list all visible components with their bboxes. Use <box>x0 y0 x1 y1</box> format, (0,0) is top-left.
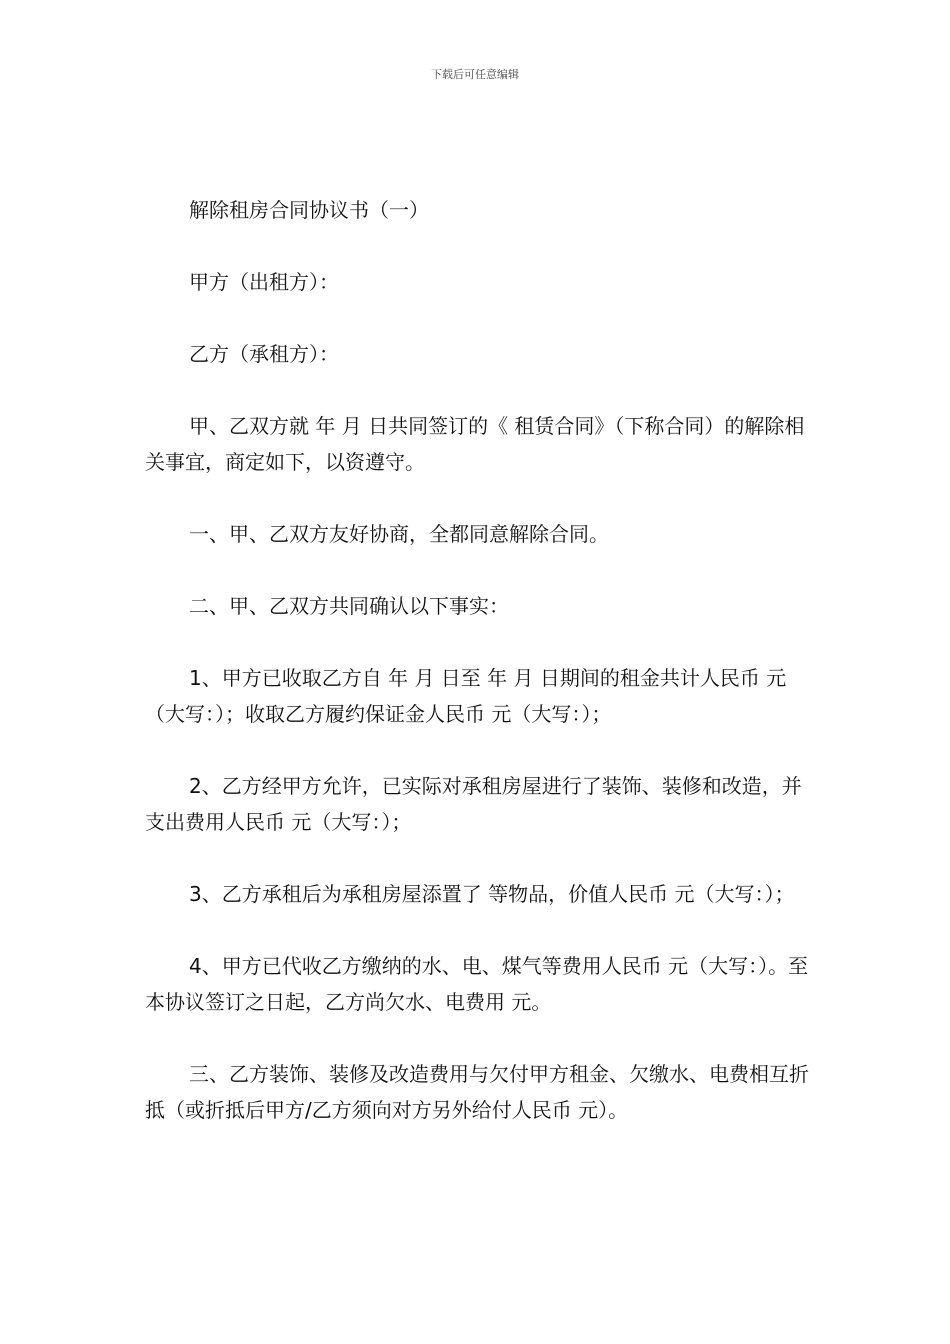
intro-paragraph: 甲、乙双方就 年 月 日共同签订的《 租赁合同》（下称合同）的解除相关事宜，商定如下，以资遵守。 <box>145 414 805 474</box>
fact-3: 3、乙方承租后为承租房屋添置了 等物品，价值人民币 元（大写：）； <box>189 882 795 906</box>
party-b-line: 乙方（承租方）： <box>189 342 339 366</box>
fact-1: 1、甲方已收取乙方自 年 月 日至 年 月 日期间的租金共计人民币 元（大写：）；收取乙方履约保证金人民币 元（大写：）； <box>145 666 787 726</box>
clause-2: 二、甲、乙双方共同确认以下事实： <box>189 594 509 618</box>
document-body <box>145 192 809 1128</box>
party-a-line: 甲方（出租方）： <box>189 270 339 294</box>
page-header-note: 下载后可任意编辑 <box>431 68 519 81</box>
clause-3: 三、乙方装饰、装修及改造费用与欠付甲方租金、欠缴水、电费相互折抵（或折抵后甲方/乙方须向对方另外给付人民币 元）。 <box>145 1062 809 1122</box>
document-title: 解除租房合同协议书（一） <box>189 198 429 222</box>
fact-4: 4、甲方已代收乙方缴纳的水、电、煤气等费用人民币 元（大写：）。至本协议签订之日起，乙方尚欠水、电费用 元。 <box>145 954 809 1014</box>
clause-1: 一、甲、乙双方友好协商，全都同意解除合同。 <box>189 522 609 546</box>
fact-2: 2、乙方经甲方允许，已实际对承租房屋进行了装饰、装修和改造，并支出费用人民币 元（大写：）； <box>145 774 802 834</box>
